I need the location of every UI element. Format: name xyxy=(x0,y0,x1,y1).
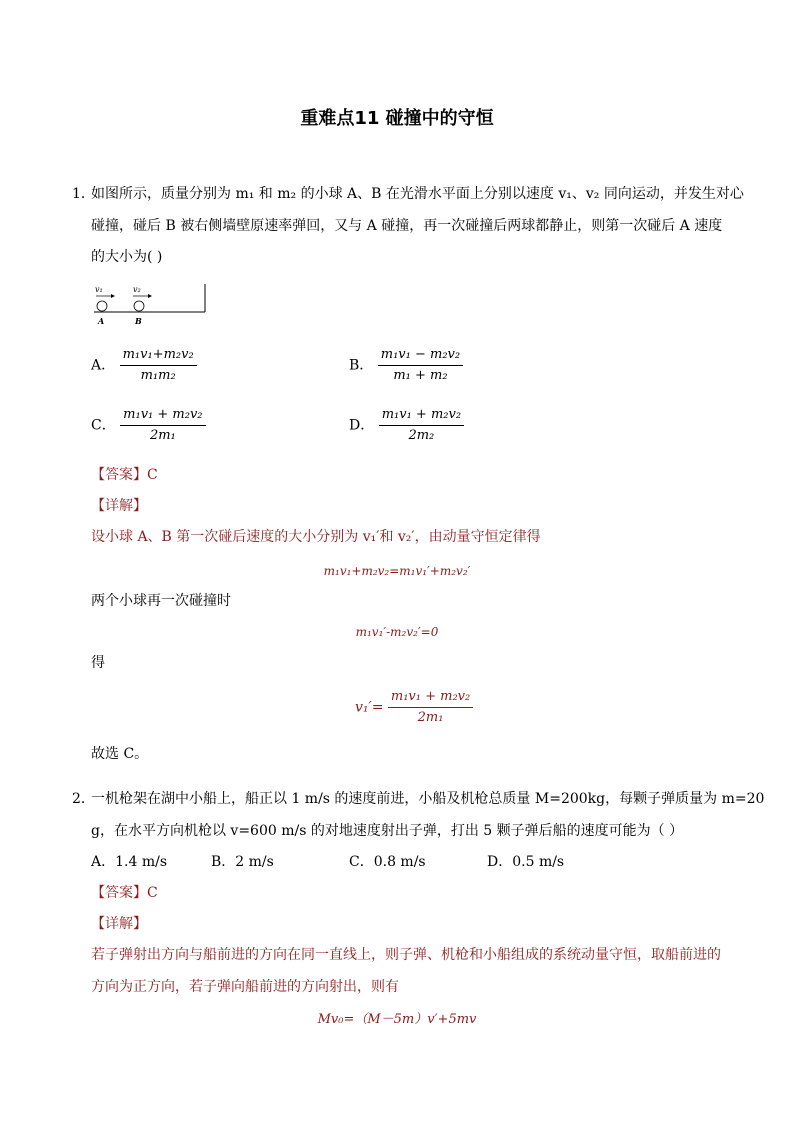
q2-option-a: A．1.4 m/s xyxy=(91,854,168,870)
q1-text-line3: 的大小为( ) xyxy=(91,249,163,265)
q2-number: 2． xyxy=(72,791,95,807)
q1-equation2: m₁v₁′-m₂v₂′=0 xyxy=(355,625,439,639)
ball-b xyxy=(134,301,144,311)
collision-diagram xyxy=(92,282,212,330)
option-label: A． xyxy=(91,357,116,374)
label-b: B xyxy=(135,316,142,326)
numerator: m₁v₁ + m₂v₂ xyxy=(120,406,205,426)
denominator: 2m₁ xyxy=(417,710,444,725)
q1-option-a xyxy=(91,346,197,385)
q1-number: 1． xyxy=(72,186,95,202)
option-fraction xyxy=(120,406,205,445)
q2-option-d: D．0.5 m/s xyxy=(487,854,565,870)
arrow-v2-head xyxy=(148,294,152,298)
option-fraction xyxy=(378,346,463,385)
q1-conclusion: 故选 C。 xyxy=(91,746,149,762)
q1-text-line2: 碰撞，碰后 B 被右侧墙壁原速率弹回，又与 A 碰撞，再一次碰撞后两球都静止，则第一次碰后 A 速度 xyxy=(91,218,723,234)
label-v1: v₁ xyxy=(95,285,103,294)
q2-detail-line1: 若子弹射出方向与船前进的方向在同一直线上，则子弹、机枪和小船组成的系统动量守恒，取船前进的 xyxy=(91,947,721,963)
q1-option-c xyxy=(91,406,206,445)
q1-detail-line2: 两个小球再一次碰撞时 xyxy=(91,593,231,609)
q1-detail-line1: 设小球 A、B 第一次碰后速度的大小分别为 v₁′和 v₂′，由动量守恒定律得 xyxy=(91,529,541,545)
label-v2: v₂ xyxy=(133,285,141,294)
denominator: 2m₂ xyxy=(408,428,435,443)
label-a: A xyxy=(98,316,105,326)
q2-answer: 【答案】C xyxy=(91,885,158,901)
q2-text-line2: g，在水平方向机枪以 v=600 m/s 的对地速度射出子弹，打出 5 颗子弹后船的速度可能为（ ） xyxy=(91,823,684,839)
numerator: m₁v₁+m₂v₂ xyxy=(120,346,197,366)
eq3-lhs: v₁′= xyxy=(355,699,384,716)
denominator: m₁ + m₂ xyxy=(393,368,448,383)
numerator: m₁v₁ + m₂v₂ xyxy=(388,688,473,708)
option-label: D． xyxy=(349,417,375,434)
option-fraction xyxy=(120,346,197,385)
q1-figure xyxy=(92,282,212,330)
q2-equation1: Mv₀=（M－5m）v′+5mv xyxy=(317,1012,477,1027)
q2-detail-line2: 方向为正方向，若子弹向船前进的方向射出，则有 xyxy=(91,979,399,995)
q2-detail-heading: 【详解】 xyxy=(91,916,147,932)
q2-option-c: C．0.8 m/s xyxy=(349,854,426,870)
option-label: C． xyxy=(91,417,116,434)
page-title: 重难点11 碰撞中的守恒 xyxy=(300,108,494,129)
option-fraction xyxy=(379,406,464,445)
eq3-fraction xyxy=(388,688,473,727)
numerator: m₁v₁ + m₂v₂ xyxy=(379,406,464,426)
denominator: m₁m₂ xyxy=(140,368,176,383)
denominator: 2m₁ xyxy=(149,428,176,443)
q1-equation1: m₁v₁+m₂v₂=m₁v₁′+m₂v₂′ xyxy=(323,564,471,578)
option-label: B． xyxy=(349,357,374,374)
q1-option-d xyxy=(349,406,464,445)
q1-option-b xyxy=(349,346,463,385)
q1-detail-line3: 得 xyxy=(91,655,105,671)
numerator: m₁v₁ − m₂v₂ xyxy=(378,346,463,366)
q1-detail-heading: 【详解】 xyxy=(91,498,147,514)
ball-a xyxy=(97,301,107,311)
q2-option-b: B．2 m/s xyxy=(211,854,274,870)
arrow-v1-head xyxy=(111,294,115,298)
q1-text-line1: 如图所示，质量分别为 m₁ 和 m₂ 的小球 A、B 在光滑水平面上分别以速度 v₁、v₂ 同向运动，并发生对心 xyxy=(91,186,744,202)
q2-text-line1: 一机枪架在湖中小船上，船正以 1 m/s 的速度前进，小船及机枪总质量 M=200kg，每颗子弹质量为 m=20 xyxy=(91,791,765,807)
q1-answer: 【答案】C xyxy=(91,467,158,483)
q1-equation3 xyxy=(355,688,473,727)
